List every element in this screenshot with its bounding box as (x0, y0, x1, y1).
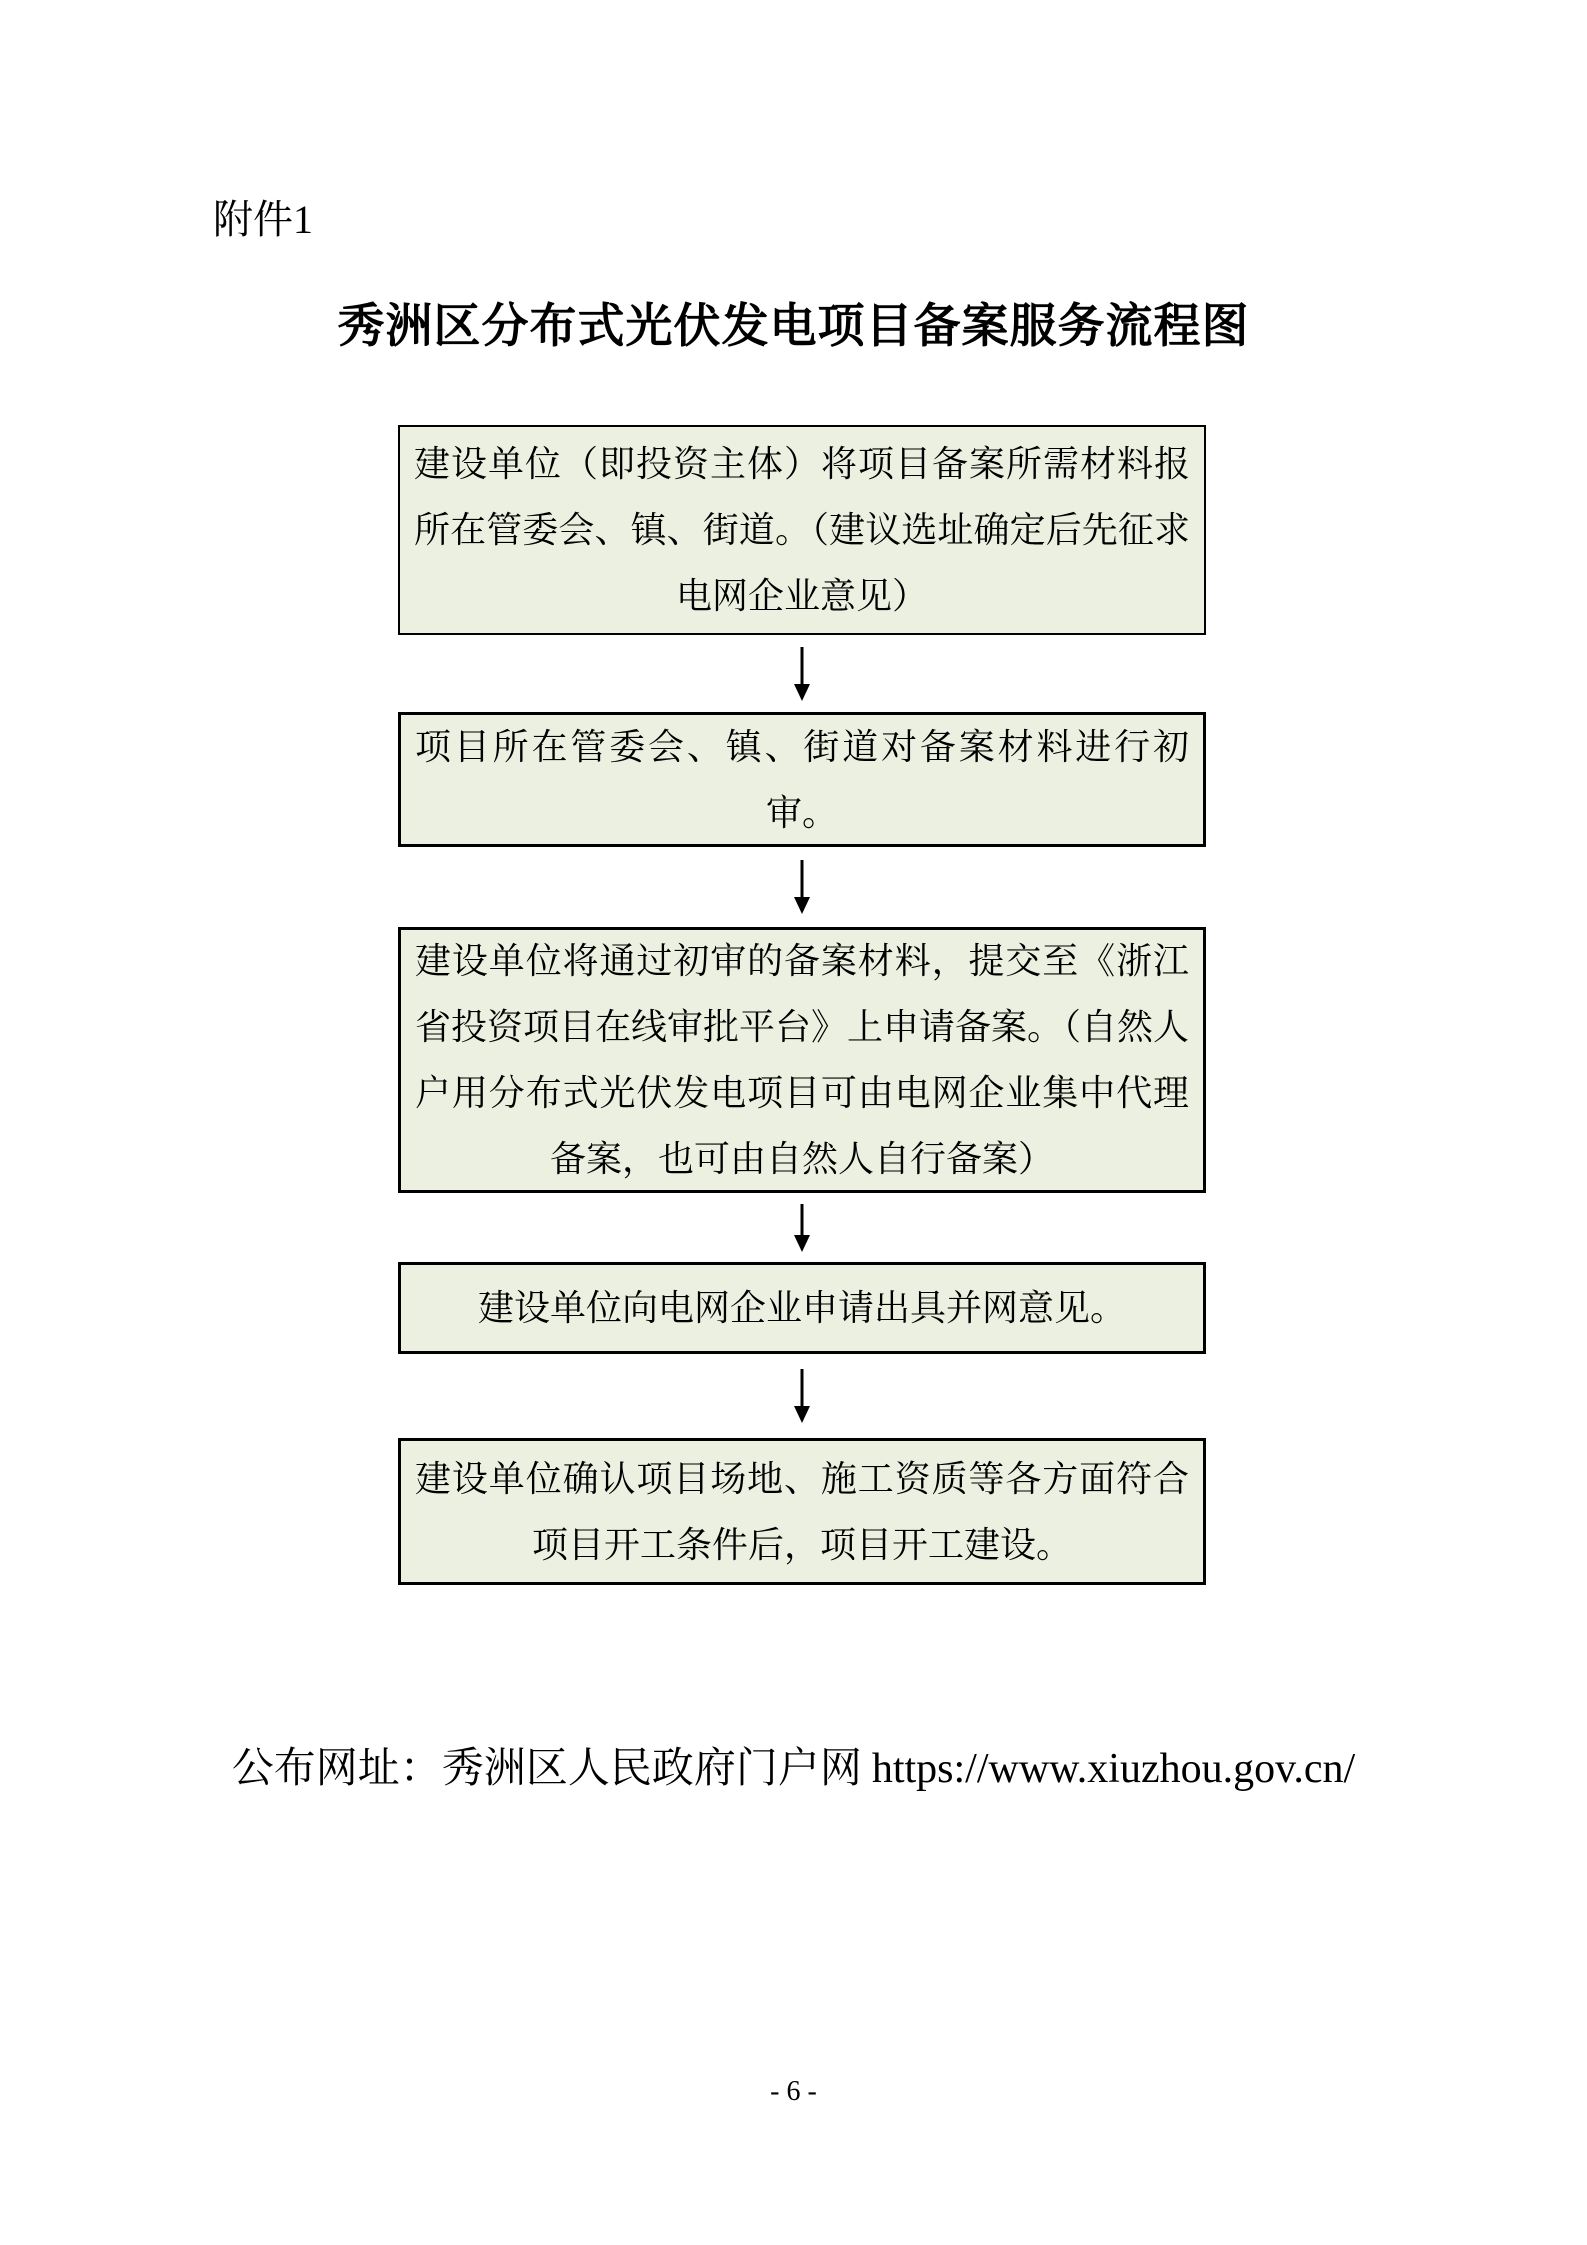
flow-step-4 (398, 1262, 1206, 1354)
publish-url-line (0, 1742, 1587, 1797)
flow-step-1-text: 建设单位（即投资主体）将项目备案所需材料报所在管委会、镇、街道。（建议选址确定后先征求电网企业意见） (414, 444, 1190, 616)
flow-step-4-text: 建设单位向电网企业申请出具并网意见。 (477, 1288, 1126, 1328)
flow-step-5-text: 建设单位确认项目场地、施工资质等各方面符合项目开工条件后，项目开工建设。 (415, 1458, 1189, 1565)
flow-step-5 (398, 1438, 1206, 1585)
attachment-label: 附件1 (213, 197, 313, 242)
down-arrow-icon (398, 847, 1206, 927)
flow-step-3 (398, 927, 1206, 1193)
page-number: - 6 - (770, 2076, 817, 2107)
down-arrow-icon (398, 635, 1206, 712)
publish-url: https://www.xiuzhou.gov.cn/ (871, 1746, 1356, 1792)
publish-label: 公布网址： (231, 1746, 442, 1792)
flow-step-2-text: 项目所在管委会、镇、街道对备案材料进行初审。 (415, 726, 1189, 833)
page-title: 秀洲区分布式光伏发电项目备案服务流程图 (337, 299, 1250, 352)
flowchart (398, 425, 1206, 1585)
down-arrow-icon (398, 1193, 1206, 1262)
flow-step-2 (398, 712, 1206, 847)
publish-site: 秀洲区人民政府门户网 (441, 1746, 862, 1792)
flow-step-3-text: 建设单位将通过初审的备案材料，提交至《浙江省投资项目在线审批平台》上申请备案。（自然人户用分布式光伏发电项目可由电网企业集中代理备案，也可由自然人自行备案） (415, 941, 1190, 1179)
flow-step-1 (398, 425, 1206, 635)
down-arrow-icon (398, 1354, 1206, 1438)
